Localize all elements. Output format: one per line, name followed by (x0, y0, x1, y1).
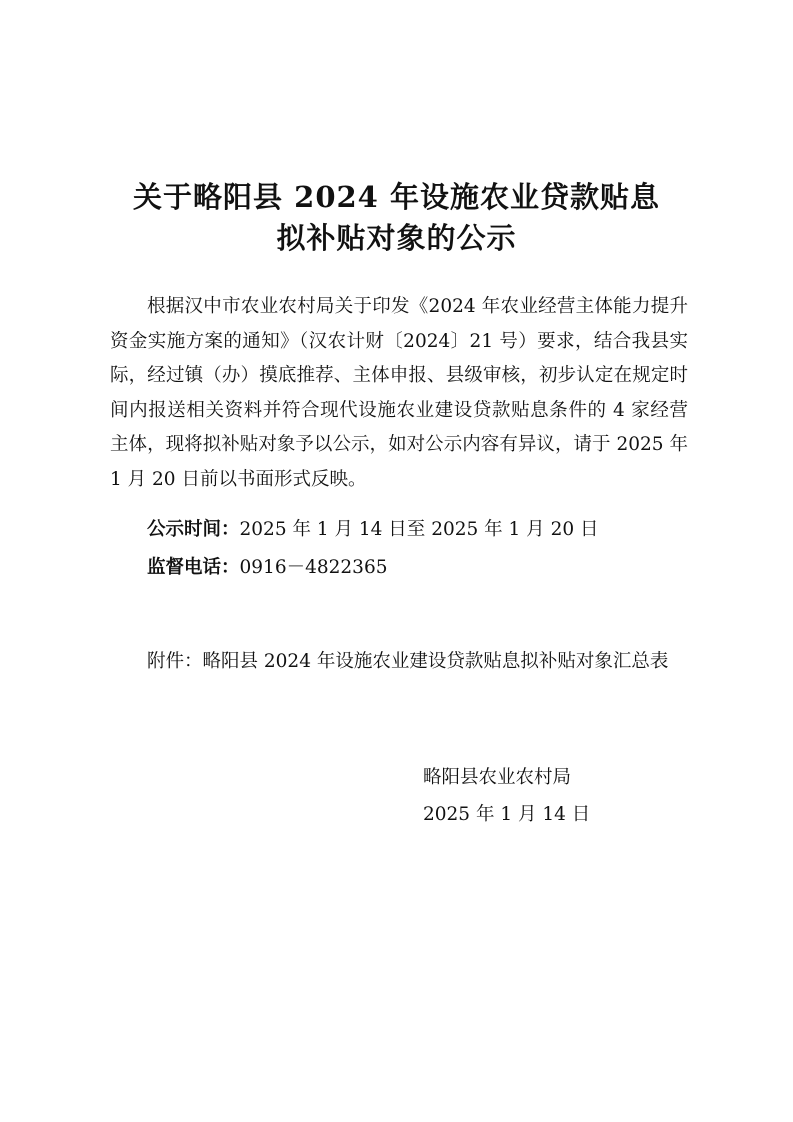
document-title-line-2: 拟补贴对象的公示 (276, 221, 517, 255)
supervision-phone-value: 0916－4822365 (239, 557, 388, 578)
publicity-time-row (147, 515, 599, 545)
signature-organization: 略阳县农业农村局 (423, 767, 572, 788)
document-title-line-1: 关于略阳县 2024 年设施农业贷款贴息 (133, 180, 660, 214)
publicity-time-label: 公示时间： (147, 519, 240, 540)
supervision-phone-row (147, 553, 388, 583)
attachment-note: 附件：略阳县 2024 年设施农业建设贷款贴息拟补贴对象汇总表 (147, 651, 669, 672)
publicity-time-value: 2025 年 1 月 14 日至 2025 年 1 月 20 日 (239, 519, 599, 540)
document-body-paragraph: 根据汉中市农业农村局关于印发《2024 年农业经营主体能力提升资金实施方案的通知》（汉农计财〔2024〕21 号）要求，结合我县实际，经过镇（办）摸底推荐、主体申报、县级审核，初步认定在规定时间内报送相关资料并符合现代设施农业建设贷款贴息条件的 4 家经营主体，现将拟补贴对象予以公示，如对公示内容有异议，请于 2025 年 1 月 20 日前以书面形式反映。 (110, 296, 688, 490)
supervision-phone-label: 监督电话： (147, 557, 240, 578)
signature-date: 2025 年 1 月 14 日 (423, 804, 591, 825)
